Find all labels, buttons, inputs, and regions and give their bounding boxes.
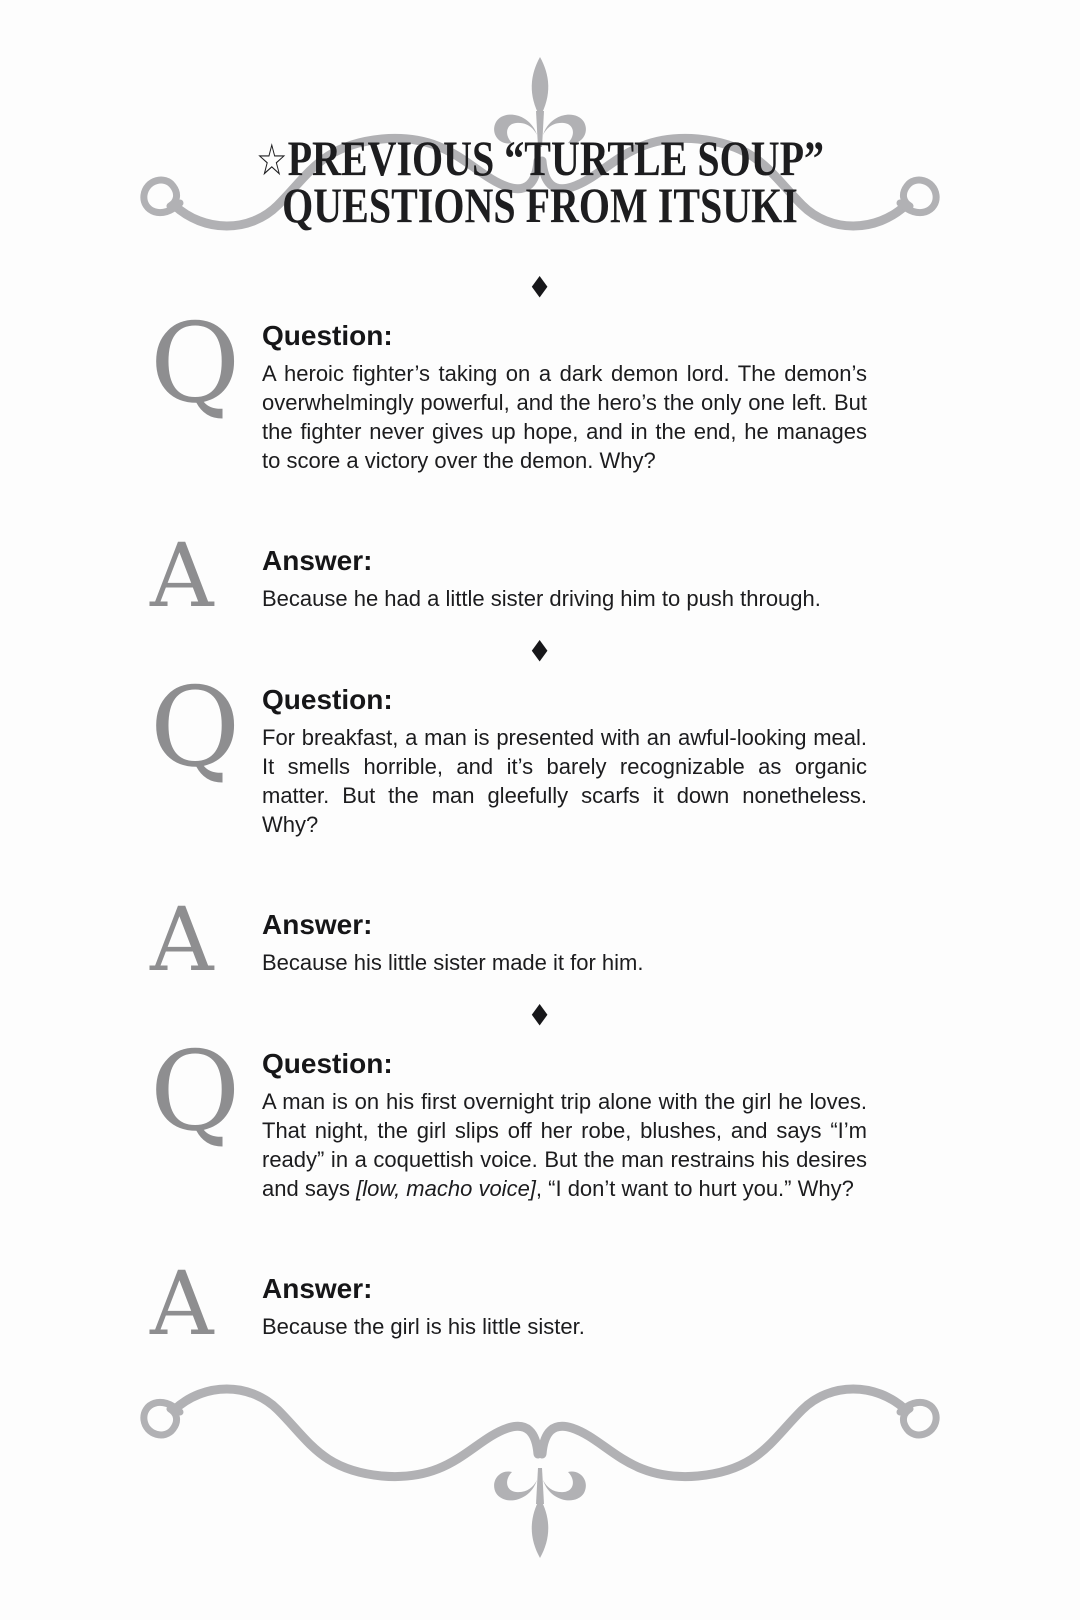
answer-heading: Answer: bbox=[262, 908, 373, 940]
answer-block bbox=[150, 887, 867, 991]
question-heading: Question: bbox=[262, 1047, 393, 1079]
page-footer bbox=[0, 1365, 1080, 1590]
diamond-separator-icon: ◆ bbox=[532, 995, 548, 1029]
question-heading: Question: bbox=[262, 320, 393, 351]
qa-section bbox=[0, 299, 1080, 627]
bottom-flourish-ornament bbox=[140, 1370, 940, 1560]
section-divider bbox=[0, 995, 1080, 1029]
answer-text: Because his little sister made it for him. bbox=[262, 949, 644, 975]
question-block bbox=[150, 299, 867, 475]
question-text: A man is on his first overnight trip alone with the girl he loves. That night, the girl slips off her robe, blushes, and says “I’m ready” in a coquettish voice. But the man restrains his desires and says [low, macho voice], “I don’t want to hurt you.” Why? bbox=[262, 1088, 867, 1201]
answer-dropcap: A bbox=[150, 887, 214, 991]
answer-text: Because he had a little sister driving him to push through. bbox=[262, 586, 821, 611]
section-divider bbox=[0, 634, 1080, 664]
title-line-1: PREVIOUS “TURTLE SOUP” bbox=[287, 130, 825, 186]
answer-block bbox=[150, 1251, 867, 1355]
title-line-2: QUESTIONS FROM ITSUKI bbox=[282, 177, 798, 233]
answer-heading: Answer: bbox=[262, 1272, 373, 1304]
answer-text: Because the girl is his little sister. bbox=[262, 1313, 585, 1339]
star-icon: ☆ bbox=[255, 135, 288, 186]
answer-dropcap: A bbox=[150, 1251, 214, 1355]
diamond-separator-icon: ◆ bbox=[532, 268, 548, 301]
answer-block bbox=[150, 524, 867, 627]
answer-dropcap: A bbox=[150, 524, 214, 627]
question-text: For breakfast, a man is presented with an awful-looking meal. It smells horrible, and it’s barely recognizable as organic matter. But the man gleefully scarfs it down nonetheless. Why? bbox=[262, 724, 867, 837]
qa-section bbox=[0, 662, 1080, 991]
diamond-separator-icon: ◆ bbox=[532, 632, 548, 665]
answer-heading: Answer: bbox=[262, 545, 373, 576]
question-dropcap: Q bbox=[150, 1026, 241, 1155]
page-header bbox=[0, 0, 1080, 250]
stage-direction-italic: [low, macho voice] bbox=[356, 1175, 536, 1201]
question-text: A heroic fighter’s taking on a dark demon lord. The demon’s overwhelmingly powerful, and the hero’s the only one left. But the fighter never gives up hope, and in the end, he manages to score a victory over the demon. Why? bbox=[262, 361, 867, 473]
question-block bbox=[150, 1026, 867, 1203]
question-dropcap: Q bbox=[150, 662, 241, 791]
question-heading: Question: bbox=[262, 683, 393, 715]
qa-section bbox=[0, 1026, 1080, 1355]
section-divider bbox=[0, 270, 1080, 300]
question-block bbox=[150, 662, 867, 839]
question-dropcap: Q bbox=[150, 299, 241, 427]
page-title bbox=[0, 130, 1080, 233]
